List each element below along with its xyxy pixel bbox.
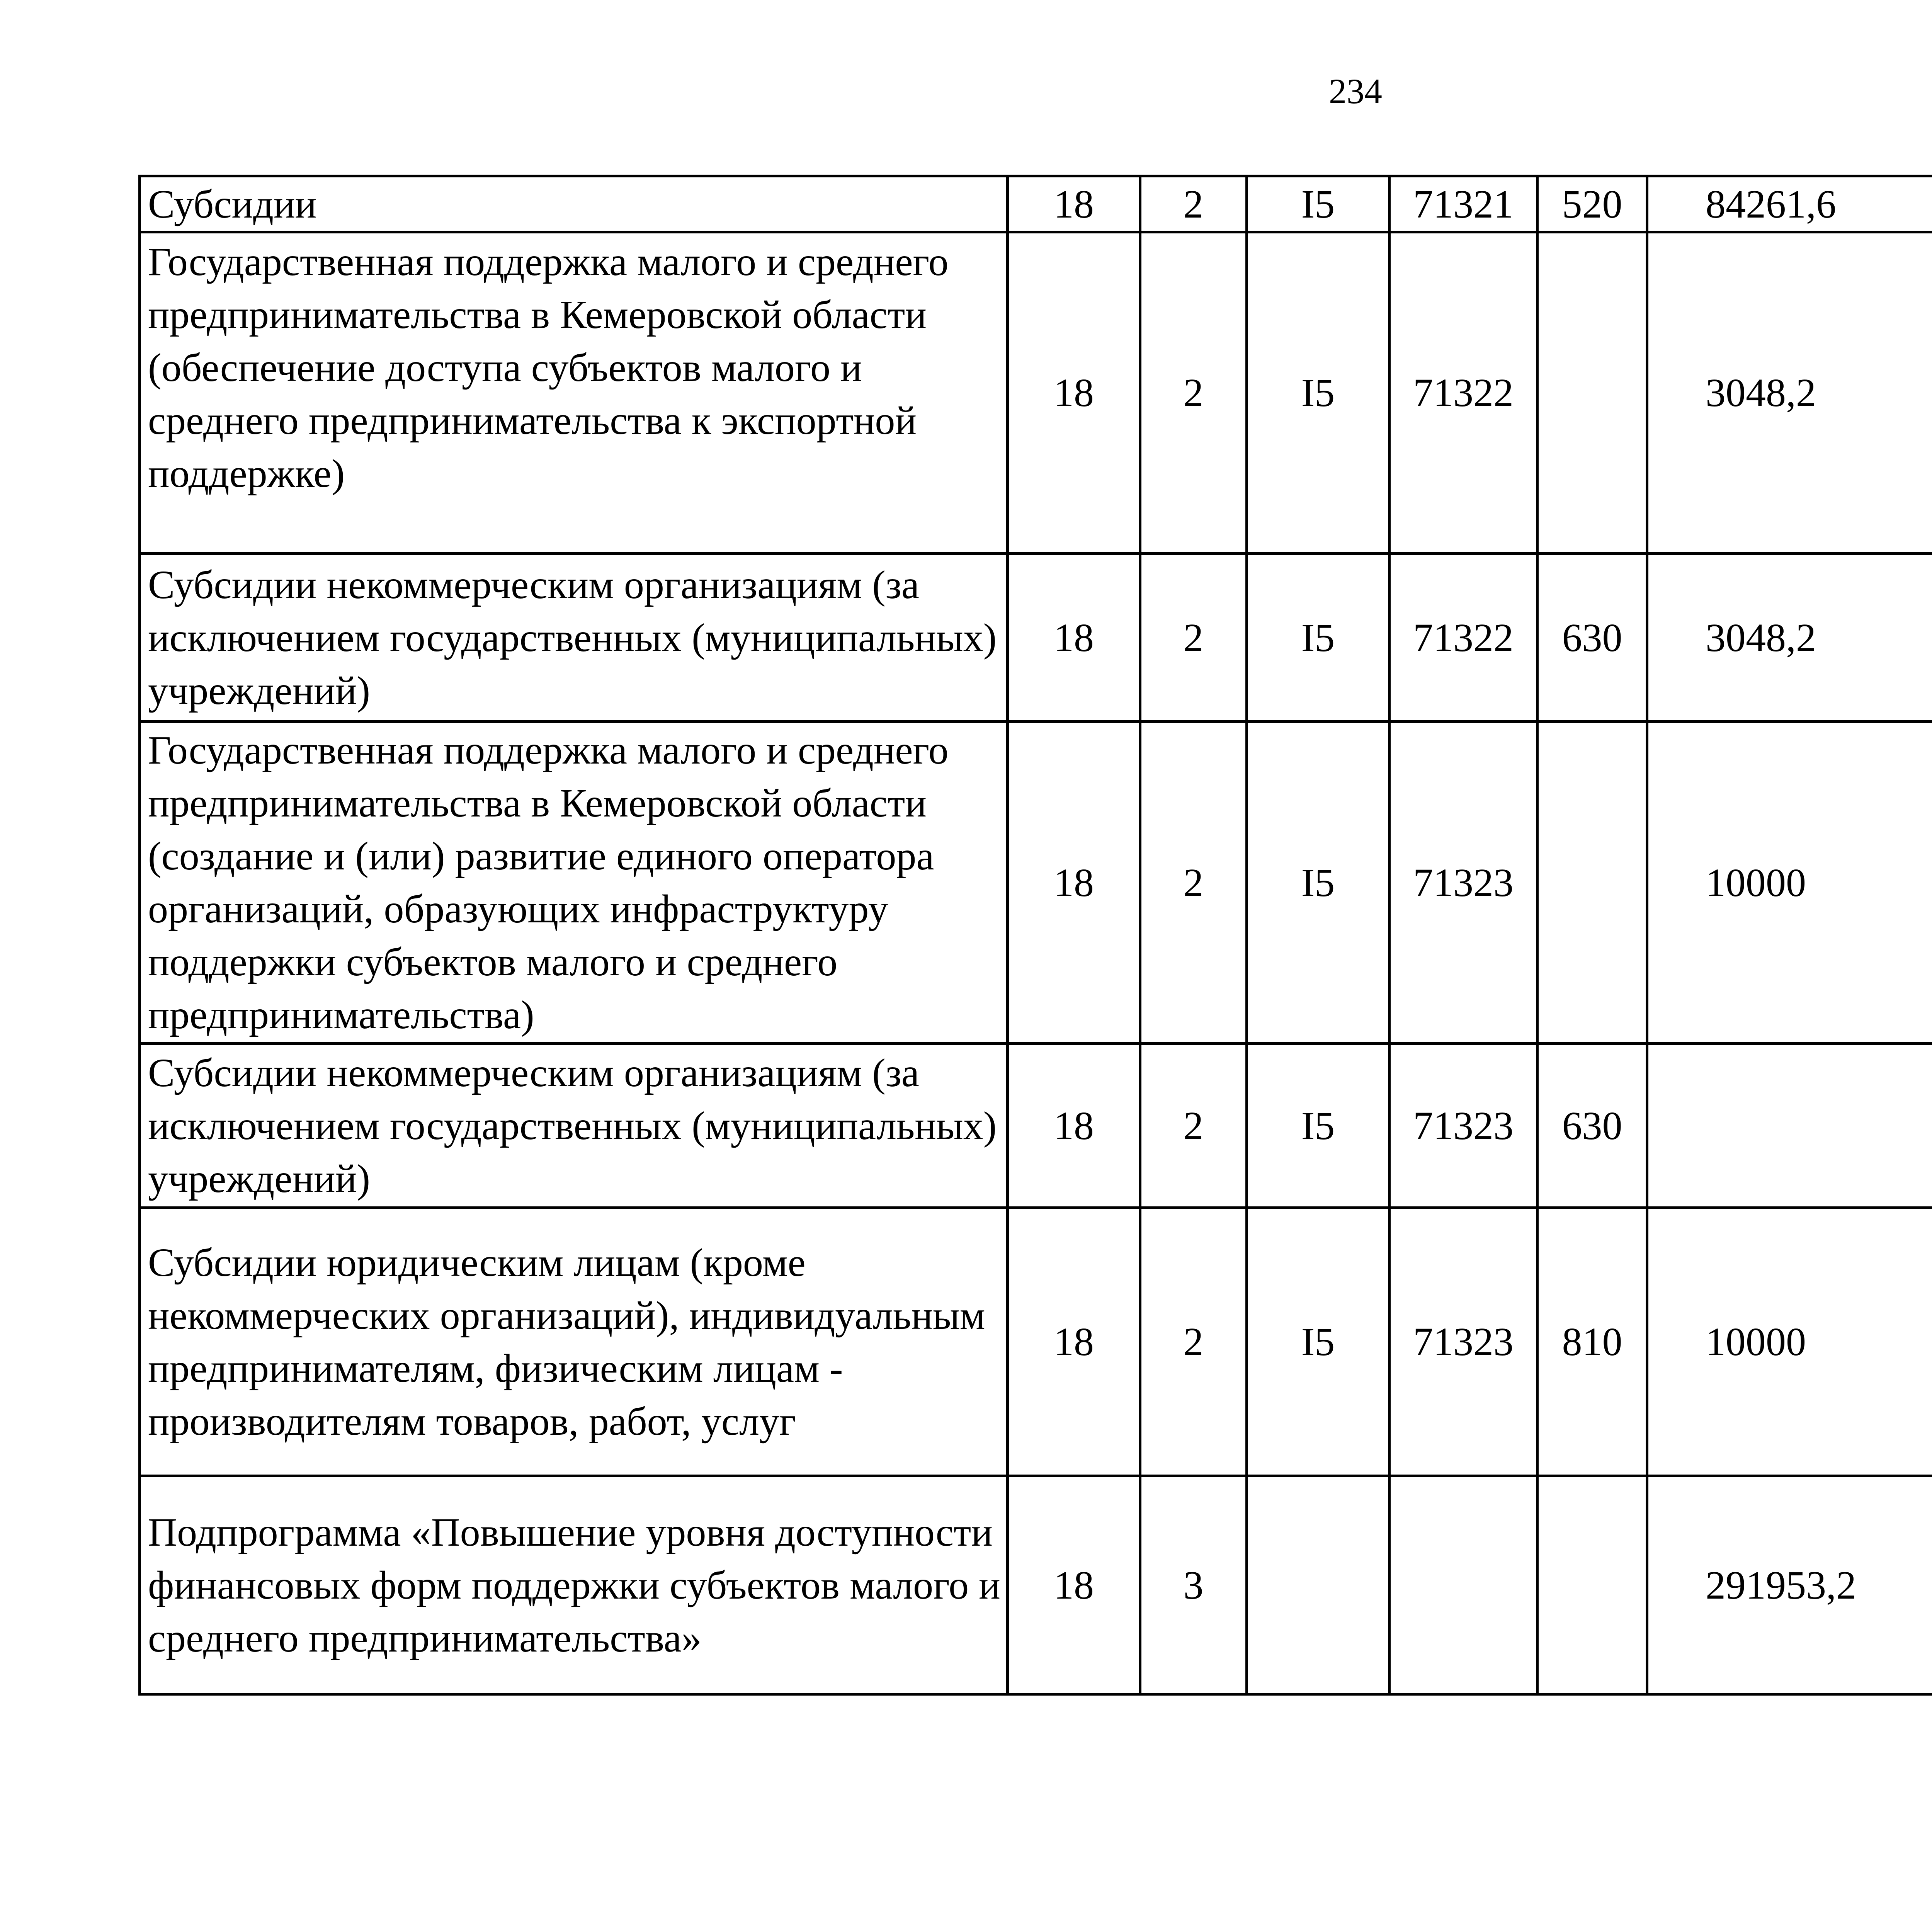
- code-expense-type: 630: [1537, 554, 1647, 722]
- code-direction: 71321: [1389, 176, 1537, 232]
- code-expense-type: 630: [1537, 1044, 1647, 1208]
- table-row: [140, 176, 1932, 232]
- row-name: Государственная поддержка малого и среднего предпринимательства в Кемеровской области (обеспечение доступа субъектов малого и среднего предпринимательства к экспортной поддержке): [140, 232, 1008, 554]
- row-name: Государственная поддержка малого и среднего предпринимательства в Кемеровской области (создание и (или) развитие единого оператора организаций, образующих инфраструктуру поддержки субъектов малого и среднего предпринимательства): [140, 722, 1008, 1044]
- amount-year-1: [1647, 1044, 1932, 1208]
- table-row: [140, 722, 1932, 1044]
- amount-year-1: 84261,6: [1647, 176, 1932, 232]
- table-row: [140, 1208, 1932, 1476]
- row-name: Субсидии некоммерческим организациям (за исключением государственных (муниципальных) учреждений): [140, 554, 1008, 722]
- amount-year-1: 3048,2: [1647, 232, 1932, 554]
- table-row: [140, 554, 1932, 722]
- budget-table: [138, 175, 1932, 1696]
- table-row: [140, 232, 1932, 554]
- row-name: Субсидии: [140, 176, 1008, 232]
- code-ministry: 18: [1008, 554, 1140, 722]
- code-direction: 71323: [1389, 1044, 1537, 1208]
- amount-year-1: 10000: [1647, 1208, 1932, 1476]
- code-direction: [1389, 1476, 1537, 1694]
- code-program: 2: [1140, 722, 1247, 1044]
- code-expense-type: [1537, 232, 1647, 554]
- amount-year-1: 291953,2: [1647, 1476, 1932, 1694]
- amount-year-1: 3048,2: [1647, 554, 1932, 722]
- code-project: I5: [1247, 722, 1389, 1044]
- code-ministry: 18: [1008, 722, 1140, 1044]
- row-name: Субсидии юридическим лицам (кроме некоммерческих организаций), индивидуальным предпринимателям, физическим лицам - производителям товаров, работ, услуг: [140, 1208, 1008, 1476]
- code-program: 2: [1140, 1044, 1247, 1208]
- code-project: I5: [1247, 176, 1389, 232]
- code-ministry: 18: [1008, 1208, 1140, 1476]
- code-expense-type: 520: [1537, 176, 1647, 232]
- code-project: I5: [1247, 1044, 1389, 1208]
- code-ministry: 18: [1008, 1476, 1140, 1694]
- code-direction: 71322: [1389, 554, 1537, 722]
- code-program: 2: [1140, 554, 1247, 722]
- code-expense-type: [1537, 722, 1647, 1044]
- code-ministry: 18: [1008, 1044, 1140, 1208]
- code-direction: 71323: [1389, 722, 1537, 1044]
- page-number: 234: [1329, 71, 1382, 111]
- code-direction: 71322: [1389, 232, 1537, 554]
- code-program: 3: [1140, 1476, 1247, 1694]
- code-project: I5: [1247, 232, 1389, 554]
- code-expense-type: 810: [1537, 1208, 1647, 1476]
- code-expense-type: [1537, 1476, 1647, 1694]
- code-project: I5: [1247, 554, 1389, 722]
- code-program: 2: [1140, 1208, 1247, 1476]
- code-direction: 71323: [1389, 1208, 1537, 1476]
- row-name: Субсидии некоммерческим организациям (за исключением государственных (муниципальных) учреждений): [140, 1044, 1008, 1208]
- code-project: I5: [1247, 1208, 1389, 1476]
- code-project: [1247, 1476, 1389, 1694]
- code-ministry: 18: [1008, 232, 1140, 554]
- table-row: [140, 1476, 1932, 1694]
- table-row: [140, 1044, 1932, 1208]
- code-program: 2: [1140, 176, 1247, 232]
- row-name: Подпрограмма «Повышение уровня доступности финансовых форм поддержки субъектов малого и среднего предпринимательства»: [140, 1476, 1008, 1694]
- amount-year-1: 10000: [1647, 722, 1932, 1044]
- code-program: 2: [1140, 232, 1247, 554]
- code-ministry: 18: [1008, 176, 1140, 232]
